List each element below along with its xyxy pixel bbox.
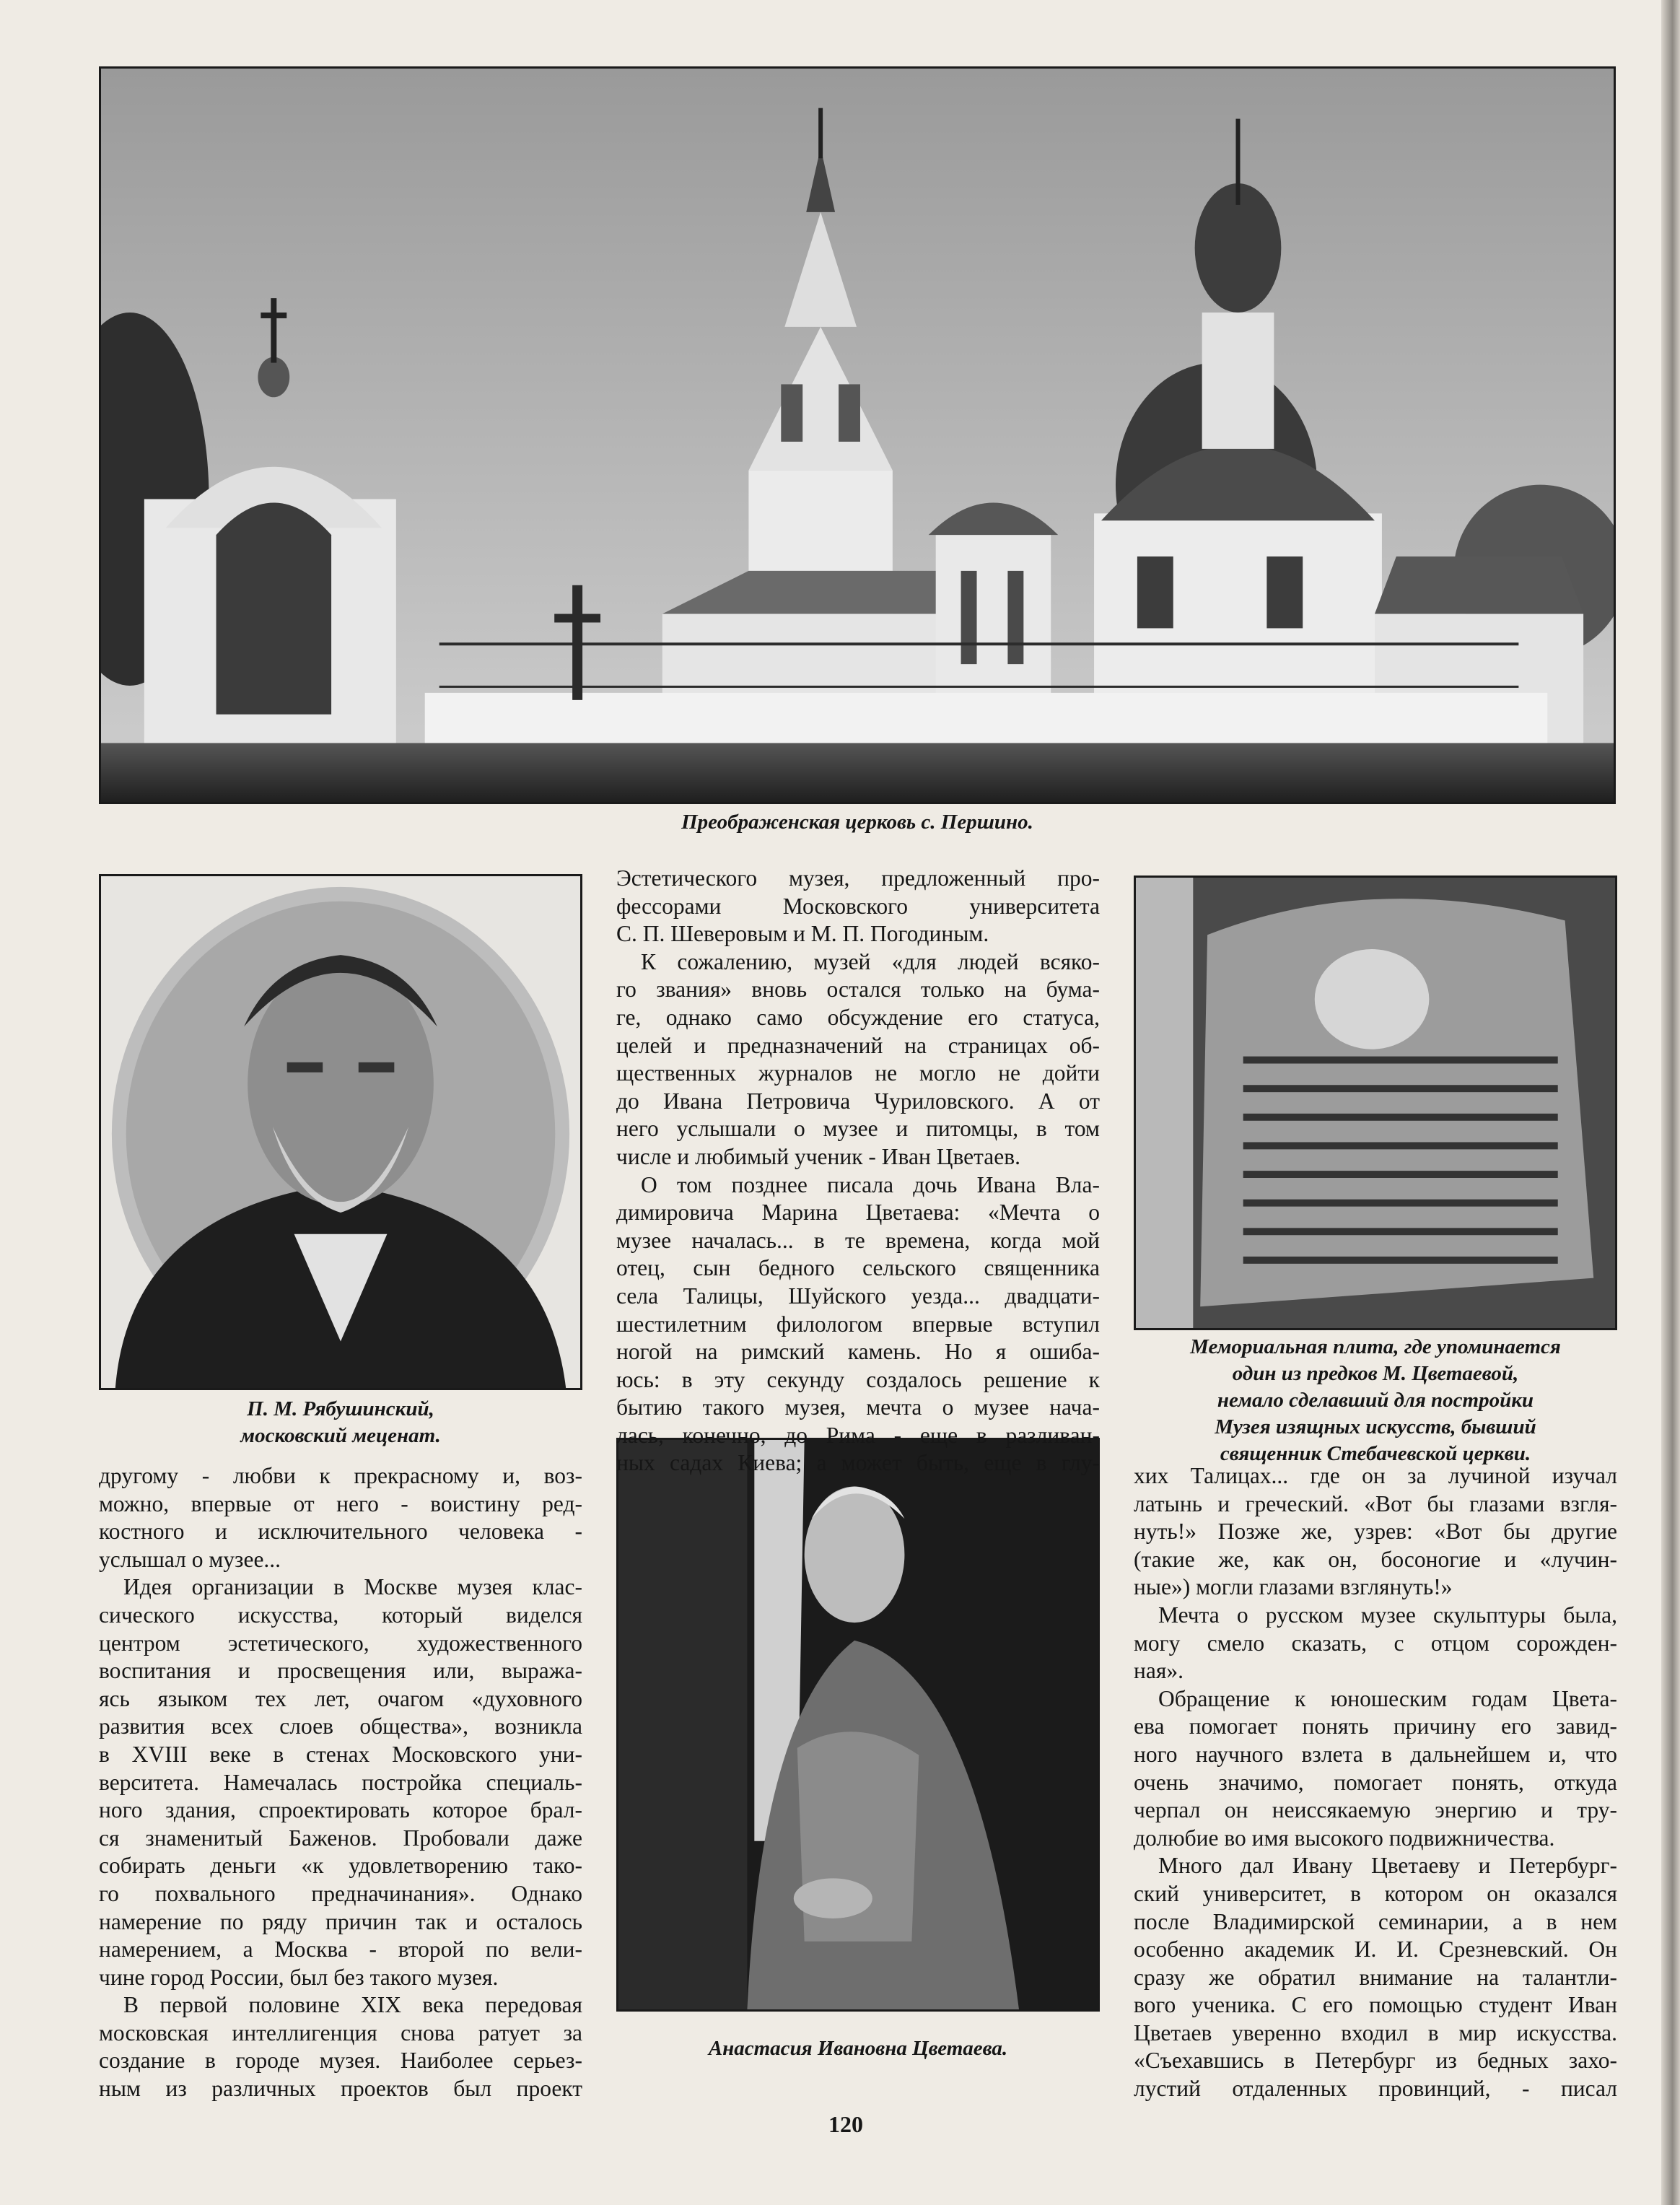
text-line: костного и исключительного человека - (99, 1519, 582, 1545)
text-line: чине город России, был без такого музея. (99, 1964, 499, 1990)
text-line: сразу же обратил внимание на талантли- (1134, 1964, 1617, 1990)
text-line: ге, однако само обсуждение его статуса, (616, 1004, 1100, 1030)
text-line: К сожалению, музей «для людей всяко- (641, 948, 1100, 974)
caption-line: один из предков М. Цветаевой, (1232, 1362, 1519, 1385)
scan-edge (1661, 0, 1680, 2205)
text-line: шестилетним филологом впервые вступил (616, 1311, 1100, 1337)
anastasia-portrait-photo (616, 1438, 1100, 2012)
text-line: лась, конечно, до Рима - еще в разливан- (616, 1422, 1100, 1448)
text-column-middle (616, 865, 1100, 1477)
text-line: верситета. Намечалась постройка специаль- (99, 1769, 582, 1795)
text-line: собирать деньги «к удовлетворению тако- (99, 1853, 582, 1879)
text-line: латынь и греческий. «Вот бы глазами взгля- (1134, 1490, 1617, 1516)
text-line: Эстетического музея, предложенный про- (616, 865, 1100, 891)
text-line: Обращение к юношеским годам Цвета- (1158, 1685, 1617, 1711)
church-caption (99, 809, 1616, 836)
text-line: Идея организации в Москве музея клас- (123, 1574, 582, 1600)
text-line: после Владимирской семинарии, а в нем (1134, 1908, 1617, 1934)
text-line: «Съехавшись в Петербург из бедных захо- (1134, 2048, 1617, 2074)
text-line: можно, впервые от него - воистину ред- (99, 1490, 582, 1516)
text-line: особенно академик И. И. Срезневский. Он (1134, 1937, 1617, 1962)
text-line: О том позднее писала дочь Ивана Вла- (641, 1171, 1100, 1197)
text-line: юсь: в эту секунду создалось решение к (616, 1366, 1100, 1392)
text-line: числе и любимый ученик - Иван Цветаев. (616, 1143, 1020, 1169)
text-line: щественных журналов не могло не дойти (616, 1060, 1100, 1086)
text-line: музее началась... в те времена, когда мой (616, 1227, 1100, 1253)
page-number: 120 (828, 2111, 863, 2137)
text-line: лустий отдаленных провинций, - писал (1134, 2076, 1617, 2102)
memorial-plaque-photo (1134, 876, 1617, 1330)
text-line: нуть!» Позже же, узрев: «Вот бы другие (1134, 1519, 1617, 1545)
text-line: ным из различных проектов был проект (99, 2076, 582, 2102)
text-line: другому - любви к прекрасному и, воз- (99, 1463, 582, 1488)
text-line: отец, сын бедного сельского священника (616, 1255, 1100, 1281)
text-line: центром эстетического, художественного (99, 1630, 582, 1656)
text-line: намерением, а Москва - второй по вели- (99, 1937, 582, 1962)
text-line: бытию такого музея, мечта о музее нача- (616, 1394, 1100, 1420)
caption-line: Мемориальная плита, где упоминается (1190, 1335, 1561, 1358)
text-line: развития всех слоев общества», возникла (99, 1713, 582, 1739)
text-line: него услышали о музее и питомцы, в том (616, 1116, 1100, 1142)
caption-line: немало сделавший для постройки (1217, 1389, 1534, 1412)
text-line: долюбие во имя высокого подвижничества. (1134, 1825, 1555, 1851)
text-line: услышал о музее... (99, 1546, 281, 1572)
text-line: ский университет, в котором он оказался (1134, 1880, 1617, 1906)
text-line: В первой половине XIX века передовая (123, 1992, 582, 2018)
church-photo (99, 66, 1616, 804)
text-line: создание в городе музея. Наиболее серьез- (99, 2048, 582, 2074)
plaque-caption (1134, 1334, 1617, 1467)
text-line: ного здания, спроектировать которое брал- (99, 1797, 582, 1823)
text-line: ные») могли глазами взглянуть!» (1134, 1574, 1453, 1600)
text-line: села Талицы, Шуйского уезда... двадцати- (616, 1283, 1100, 1309)
caption-line: московский меценат. (240, 1424, 441, 1447)
text-line: ного научного взлета в дальнейшем и, что (1134, 1741, 1617, 1767)
text-line: черпал он неиссякаемую энергию и тру- (1134, 1797, 1617, 1823)
text-line: ся знаменитый Баженов. Пробовали даже (99, 1825, 582, 1851)
text-line: го похвального предначинания». Однако (99, 1880, 582, 1906)
ryabushinsky-caption (99, 1396, 582, 1449)
text-line: ных садах Киева; а может быть, еще в глу- (616, 1450, 1100, 1476)
text-line: московская интеллигенция снова ратует за (99, 2020, 582, 2045)
text-line: сического искусства, который виделся (99, 1602, 582, 1628)
text-line: С. П. Шеверовым и М. П. Погодиным. (616, 921, 989, 947)
text-line: фессорами Московского университета (616, 893, 1100, 919)
text-column-left (99, 1462, 582, 2103)
text-line: димировича Марина Цветаева: «Мечта о (616, 1200, 1100, 1226)
caption-line: Музея изящных искусств, бывший (1215, 1415, 1536, 1438)
text-line: до Ивана Петровича Чуриловского. А от (616, 1088, 1100, 1114)
ryabushinsky-portrait-photo (99, 874, 582, 1390)
text-line: очень значимо, помогает понять, откуда (1134, 1769, 1617, 1795)
text-line: Мечта о русском музее скульптуры была, (1158, 1602, 1617, 1628)
text-line: намерение по ряду причин так и осталось (99, 1908, 582, 1934)
caption-line: священник Стебачевской церкви. (1220, 1442, 1531, 1465)
text-line: Много дал Ивану Цветаеву и Петербург- (1158, 1853, 1617, 1879)
text-line: целей и предназначений на страницах об- (616, 1032, 1100, 1058)
text-line: ная». (1134, 1658, 1184, 1684)
text-line: в XVIII веке в стенах Московского уни- (99, 1741, 582, 1767)
caption-line: Преображенская церковь с. Першино. (681, 811, 1033, 834)
caption-line: Анастасия Ивановна Цветаева. (708, 2037, 1008, 2060)
text-line: ева помогает понять причину его завид- (1134, 1713, 1617, 1739)
text-line: ясь языком тех лет, очагом «духовного (99, 1685, 582, 1711)
text-line: ногой на римский камень. Но я ошиба- (616, 1339, 1100, 1365)
caption-line: П. М. Рябушинский, (247, 1397, 434, 1420)
text-line: воспитания и просвещения или, выража- (99, 1658, 582, 1684)
text-line: могу смело сказать, с отцом сорожден- (1134, 1630, 1617, 1656)
text-line: хих Талицах... где он за лучиной изучал (1134, 1463, 1617, 1488)
text-line: го звания» вновь остался только на бума- (616, 977, 1100, 1003)
text-column-right (1134, 1462, 1617, 2103)
text-line: (такие же, как он, босоногие и «лучин- (1134, 1546, 1617, 1572)
text-line: Цветаев уверенно входил в мир искусства. (1134, 2020, 1617, 2045)
anastasia-caption (616, 2035, 1100, 2062)
text-line: вого ученика. С его помощью студент Иван (1134, 1992, 1617, 2018)
